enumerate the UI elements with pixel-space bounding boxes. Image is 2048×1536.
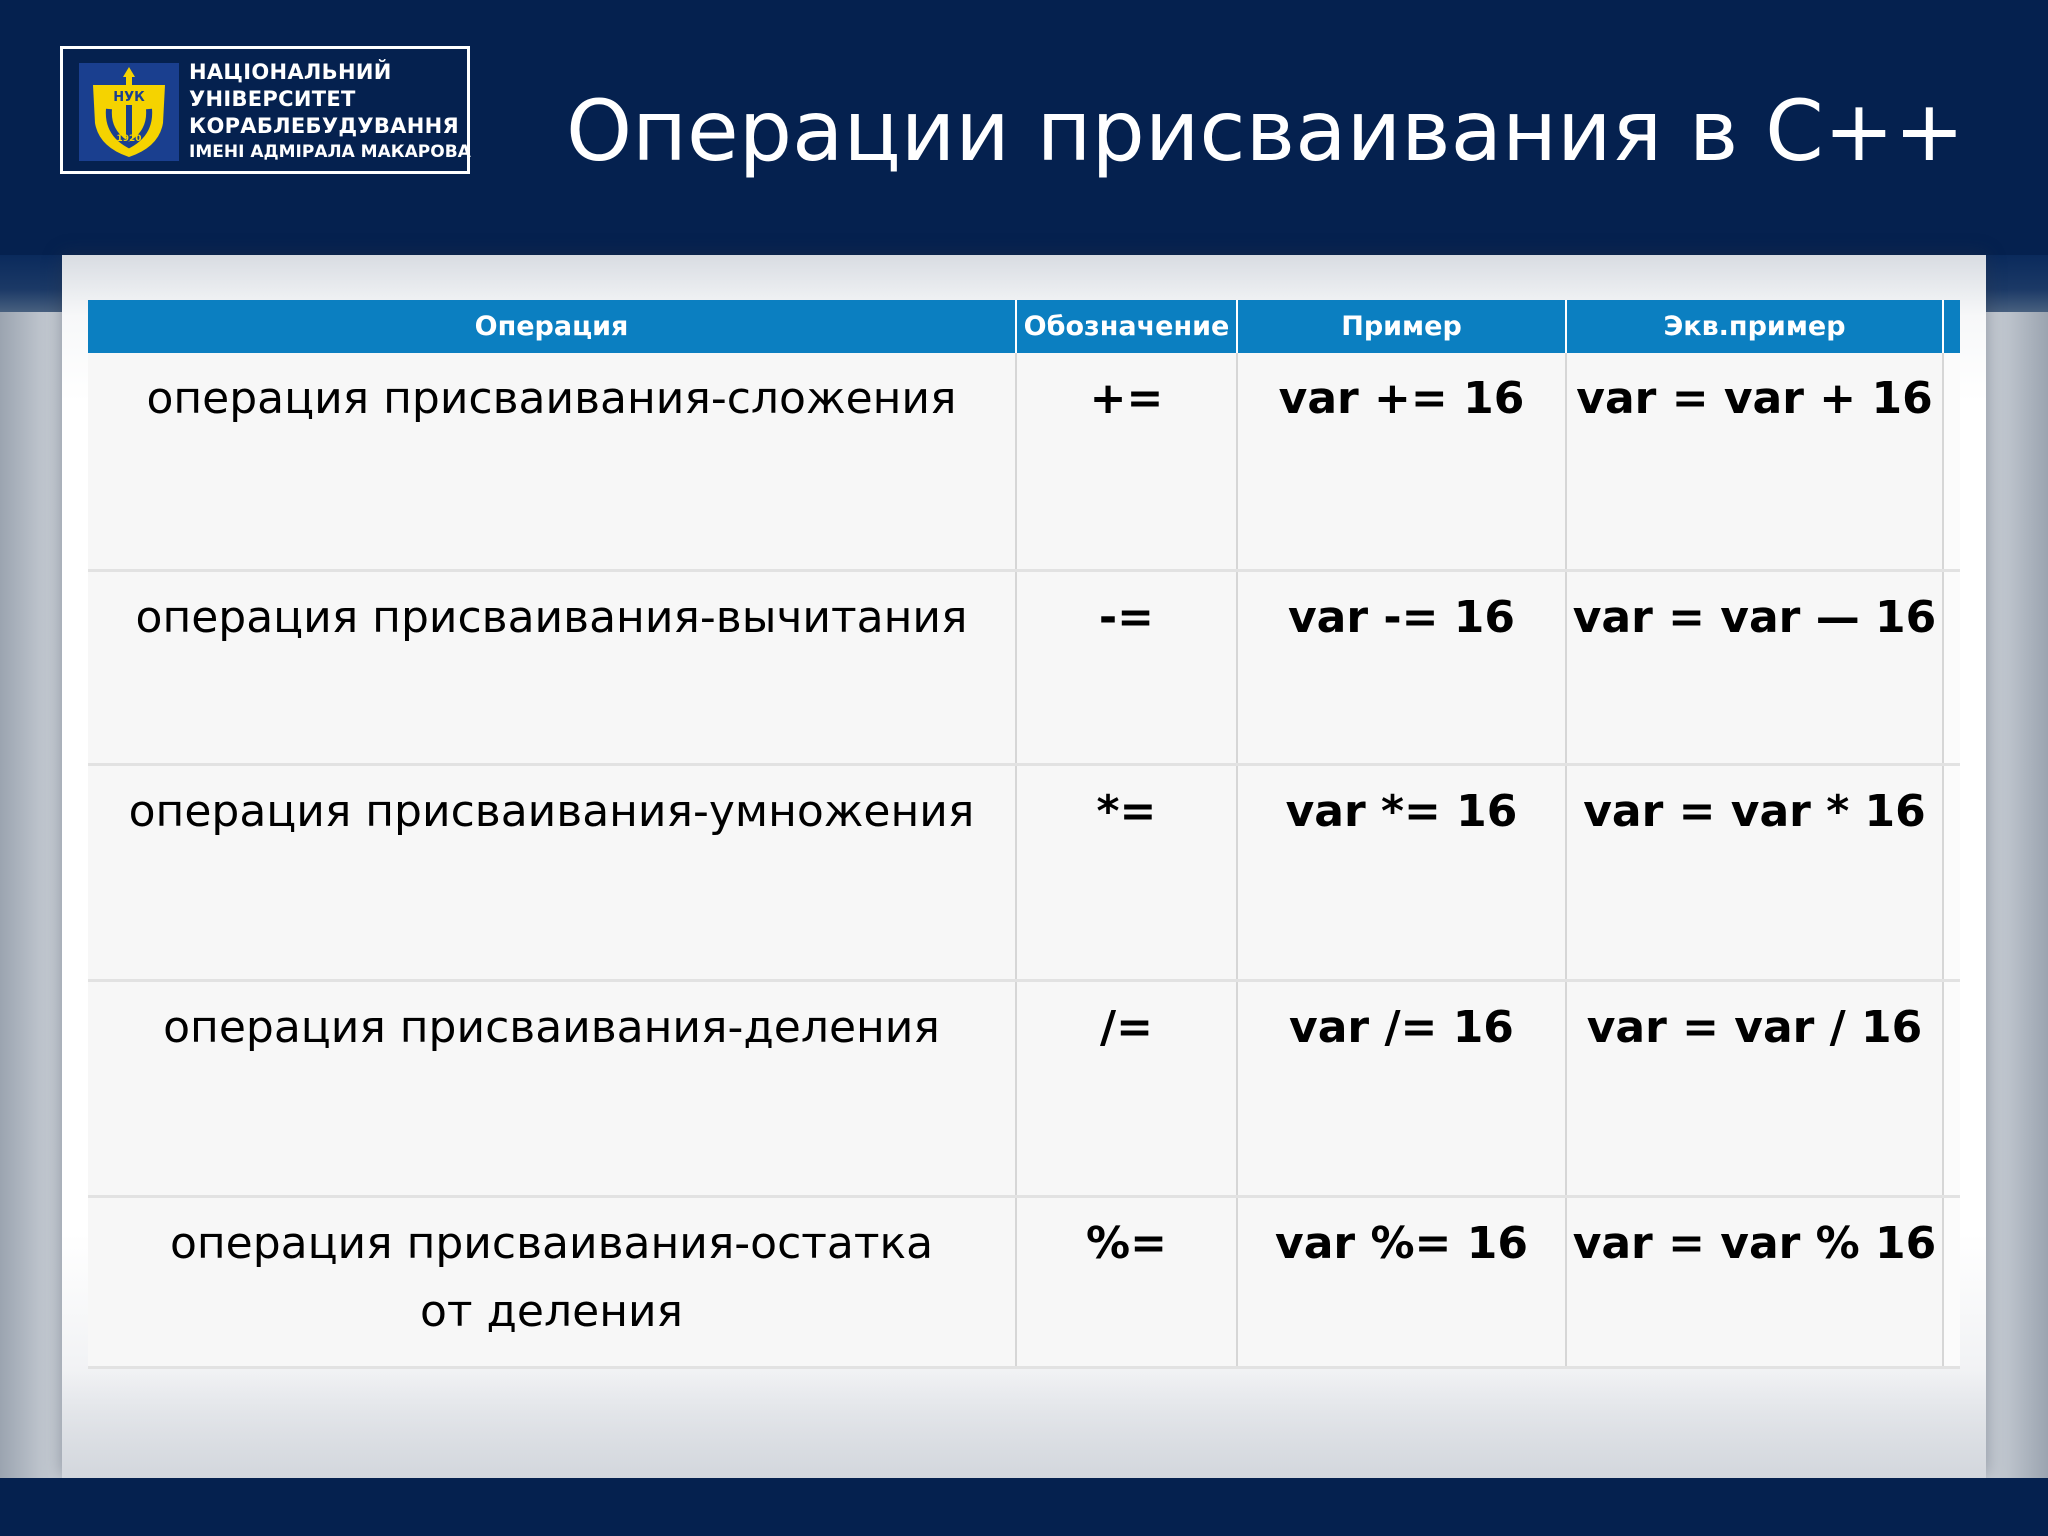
symbol-cell: += [1016, 353, 1237, 570]
university-name [189, 59, 469, 164]
spacer-cell [1943, 980, 1960, 1196]
spacer-cell [1943, 570, 1960, 764]
slide-title: Операции присваивания в С++ [566, 82, 1965, 180]
university-logo [60, 46, 470, 174]
equivalent-cell: var = var — 16 [1566, 570, 1943, 764]
spacer-cell [1943, 1196, 1960, 1367]
university-name-line: УНІВЕРСИТЕТ [189, 87, 356, 111]
equivalent-cell: var = var / 16 [1566, 980, 1943, 1196]
table-row [88, 353, 1960, 570]
assignment-operators-table [88, 300, 1960, 1369]
symbol-cell: %= [1016, 1196, 1237, 1367]
table-row [88, 570, 1960, 764]
table-row [88, 980, 1960, 1196]
equivalent-cell: var = var * 16 [1566, 764, 1943, 980]
column-header-operation: Операция [88, 300, 1016, 353]
table-header-row [88, 300, 1960, 353]
symbol-cell: *= [1016, 764, 1237, 980]
table-row [88, 764, 1960, 980]
example-cell: var %= 16 [1237, 1196, 1566, 1367]
column-header-example: Пример [1237, 300, 1566, 353]
keyboard-backdrop [62, 1370, 1986, 1478]
equivalent-cell: var = var + 16 [1566, 353, 1943, 570]
operation-cell: операция присваивания-деления [88, 980, 1016, 1196]
operation-cell: операция присваивания-умножения [88, 764, 1016, 980]
university-emblem-icon [79, 63, 179, 161]
university-name-line: ІМЕНІ АДМІРАЛА МАКАРОВА [189, 142, 471, 162]
svg-text:1920: 1920 [116, 134, 142, 144]
operation-cell: операция присваивания-вычитания [88, 570, 1016, 764]
footer-bar [0, 1478, 2048, 1536]
example-cell: var -= 16 [1237, 570, 1566, 764]
equivalent-cell: var = var % 16 [1566, 1196, 1943, 1367]
operation-cell: операция присваивания-сложения [88, 353, 1016, 570]
university-name-line: КОРАБЛЕБУДУВАННЯ [189, 114, 459, 138]
column-header-equivalent: Экв.пример [1566, 300, 1943, 353]
table-row [88, 1196, 1960, 1367]
svg-text:НУК: НУК [113, 90, 145, 105]
spacer-cell [1943, 353, 1960, 570]
example-cell: var /= 16 [1237, 980, 1566, 1196]
symbol-cell: -= [1016, 570, 1237, 764]
example-cell: var *= 16 [1237, 764, 1566, 980]
column-header-spacer [1943, 300, 1960, 353]
symbol-cell: /= [1016, 980, 1237, 1196]
operation-cell: операция присваивания-остатка от деления [88, 1196, 1016, 1367]
column-header-symbol: Обозначение [1016, 300, 1237, 353]
example-cell: var += 16 [1237, 353, 1566, 570]
spacer-cell [1943, 764, 1960, 980]
university-name-line: НАЦІОНАЛЬНИЙ [189, 60, 392, 84]
